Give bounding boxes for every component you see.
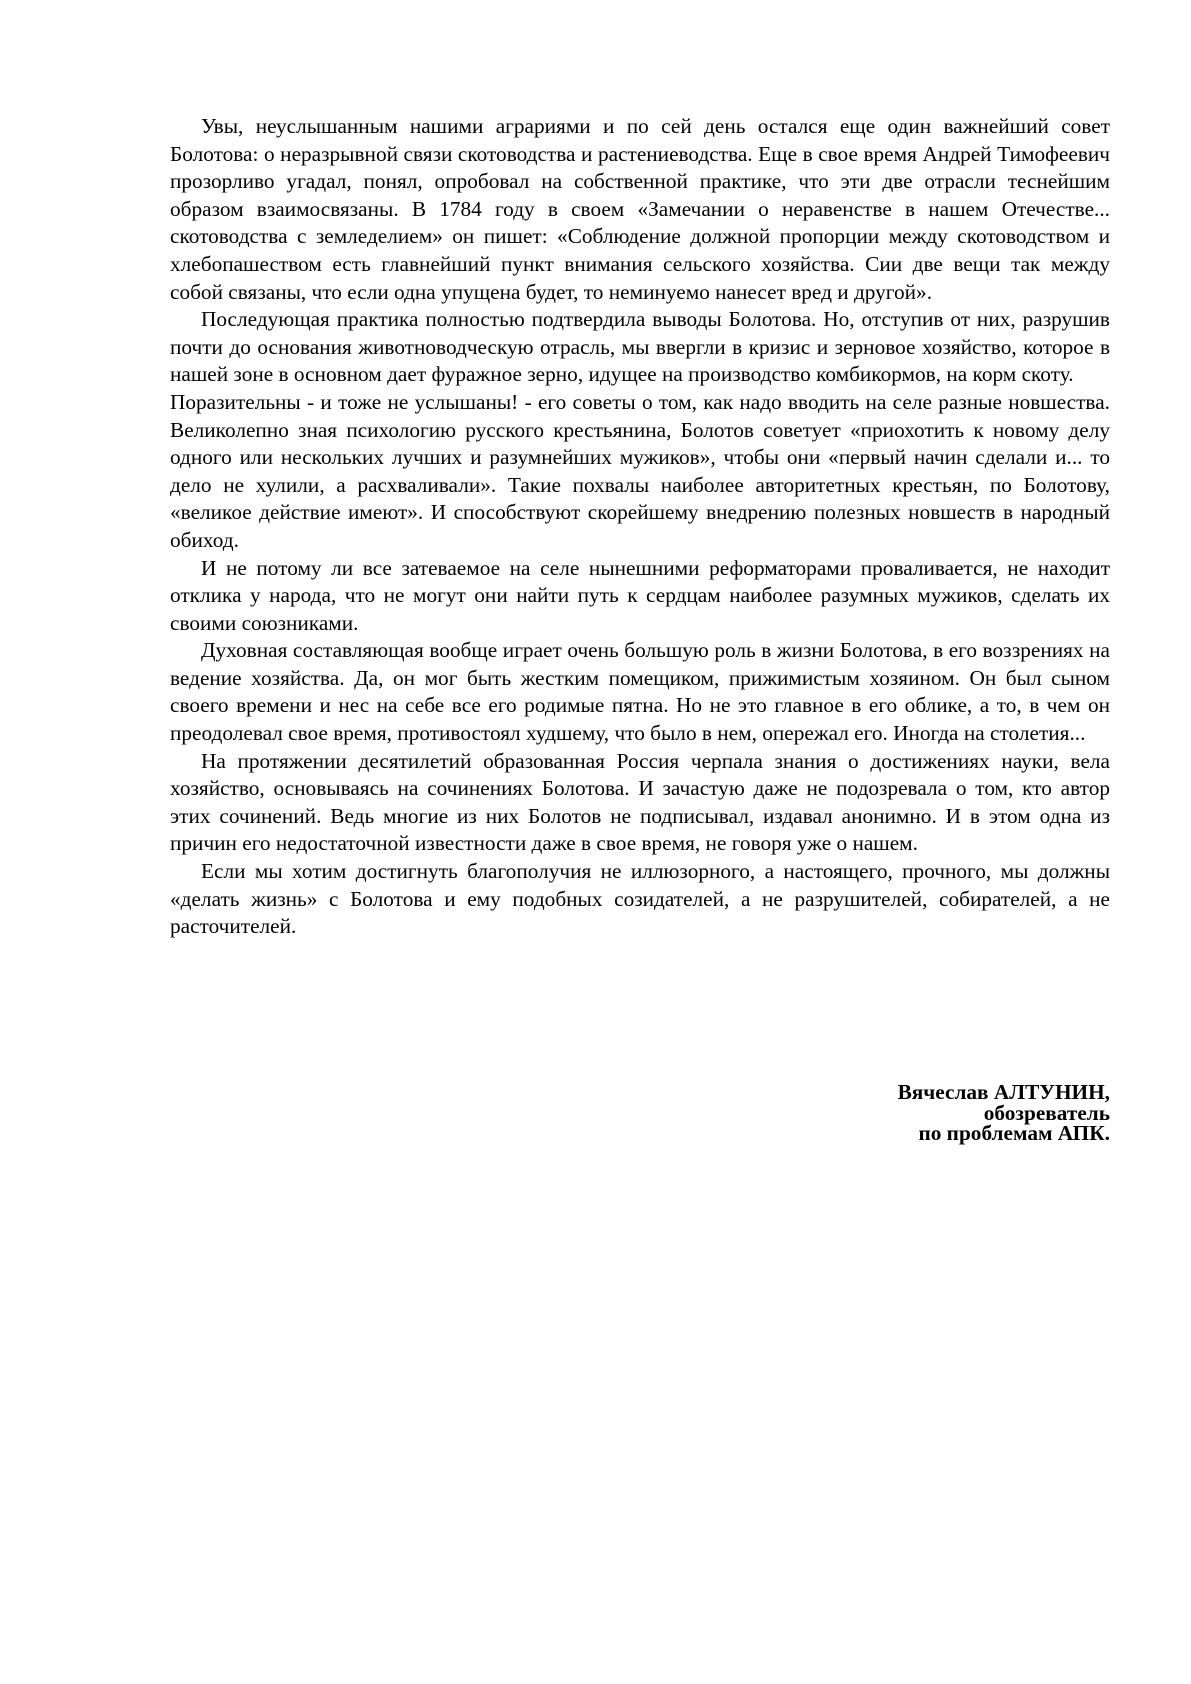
paragraph-5: Духовная составляющая вообще играет очень большую роль в жизни Болотова, в его воззрениях на ведение хозяйства. Да, он мог быть жестким помещиком, прижимистым хозяином. Он был сыном своего времени и нес на себе все его родимые пятна. Но не это главное в его облике, а то, в чем он преодолевал свое время, противостоял худшему, что было в нем, опережал его. Иногда на столетия... [170, 638, 1110, 746]
article-body [170, 113, 1110, 941]
author-topic: по проблемам АПК. [918, 1121, 1110, 1145]
author-signature [898, 1082, 1110, 1144]
paragraph-3: Поразительны - и тоже не услышаны! - его советы о том, как надо вводить на селе разные новшества. Великолепно зная психологию русского крестьянина, Болотов советует «приохотить к новому делу одного или нескольких лучших и разумнейших мужиков», чтобы они «первый начин сделали и... то дело не хулили, а расхваливали». Такие похвалы наиболее авторитетных крестьян, по Болотову, «великое действие имеют». И способствуют скорейшему внедрению полезных новшеств в народный обиход. [170, 389, 1110, 552]
paragraph-1: Увы, неуслышанным нашими аграриями и по сей день остался еще один важнейший совет Болотова: о неразрывной связи скотоводства и растениеводства. Еще в свое время Андрей Тимофеевич прозорливо угадал, понял, опробовал на собственной практике, что эти две отрасли теснейшим образом взаимосвязаны. В 1784 году в своем «Замечании о неравенстве в нашем Отечестве... скотоводства с земледелием» он пишет: «Соблюдение должной пропорции между скотоводством и хлебопашеством есть главнейший пункт внимания сельского хозяйства. Сии две вещи так между собой связаны, что если одна упущена будет, то неминуемо нанесет вред и другой». [170, 114, 1110, 304]
paragraph-2: Последующая практика полностью подтвердила выводы Болотова. Но, отступив от них, разрушив почти до основания животноводческую отрасль, мы ввергли в кризис и зерновое хозяйство, которое в нашей зоне в основном дает фуражное зерно, идущее на производство комбикормов, на корм скоту. [170, 307, 1110, 387]
paragraph-7: Если мы хотим достигнуть благополучия не иллюзорного, а настоящего, прочного, мы должны «делать жизнь» с Болотова и ему подобных созидателей, а не разрушителей, собирателей, а не расточителей. [170, 859, 1110, 939]
paragraph-4: И не потому ли все затеваемое на селе нынешними реформаторами проваливается, не находит отклика у народа, что не могут они найти путь к сердцам наиболее разумных мужиков, сделать их своими союзниками. [170, 555, 1110, 635]
paragraph-6: На протяжении десятилетий образованная Россия черпала знания о достижениях науки, вела хозяйство, основываясь на сочинениях Болотова. И зачастую даже не подозревала о том, кто автор этих сочинений. Ведь многие из них Болотов не подписывал, издавал анонимно. И в этом одна из причин его недостаточной известности даже в свое время, не говоря уже о нашем. [170, 748, 1110, 856]
author-name: Вячеслав АЛТУНИН, [897, 1080, 1110, 1104]
author-role: обозреватель [983, 1100, 1110, 1125]
